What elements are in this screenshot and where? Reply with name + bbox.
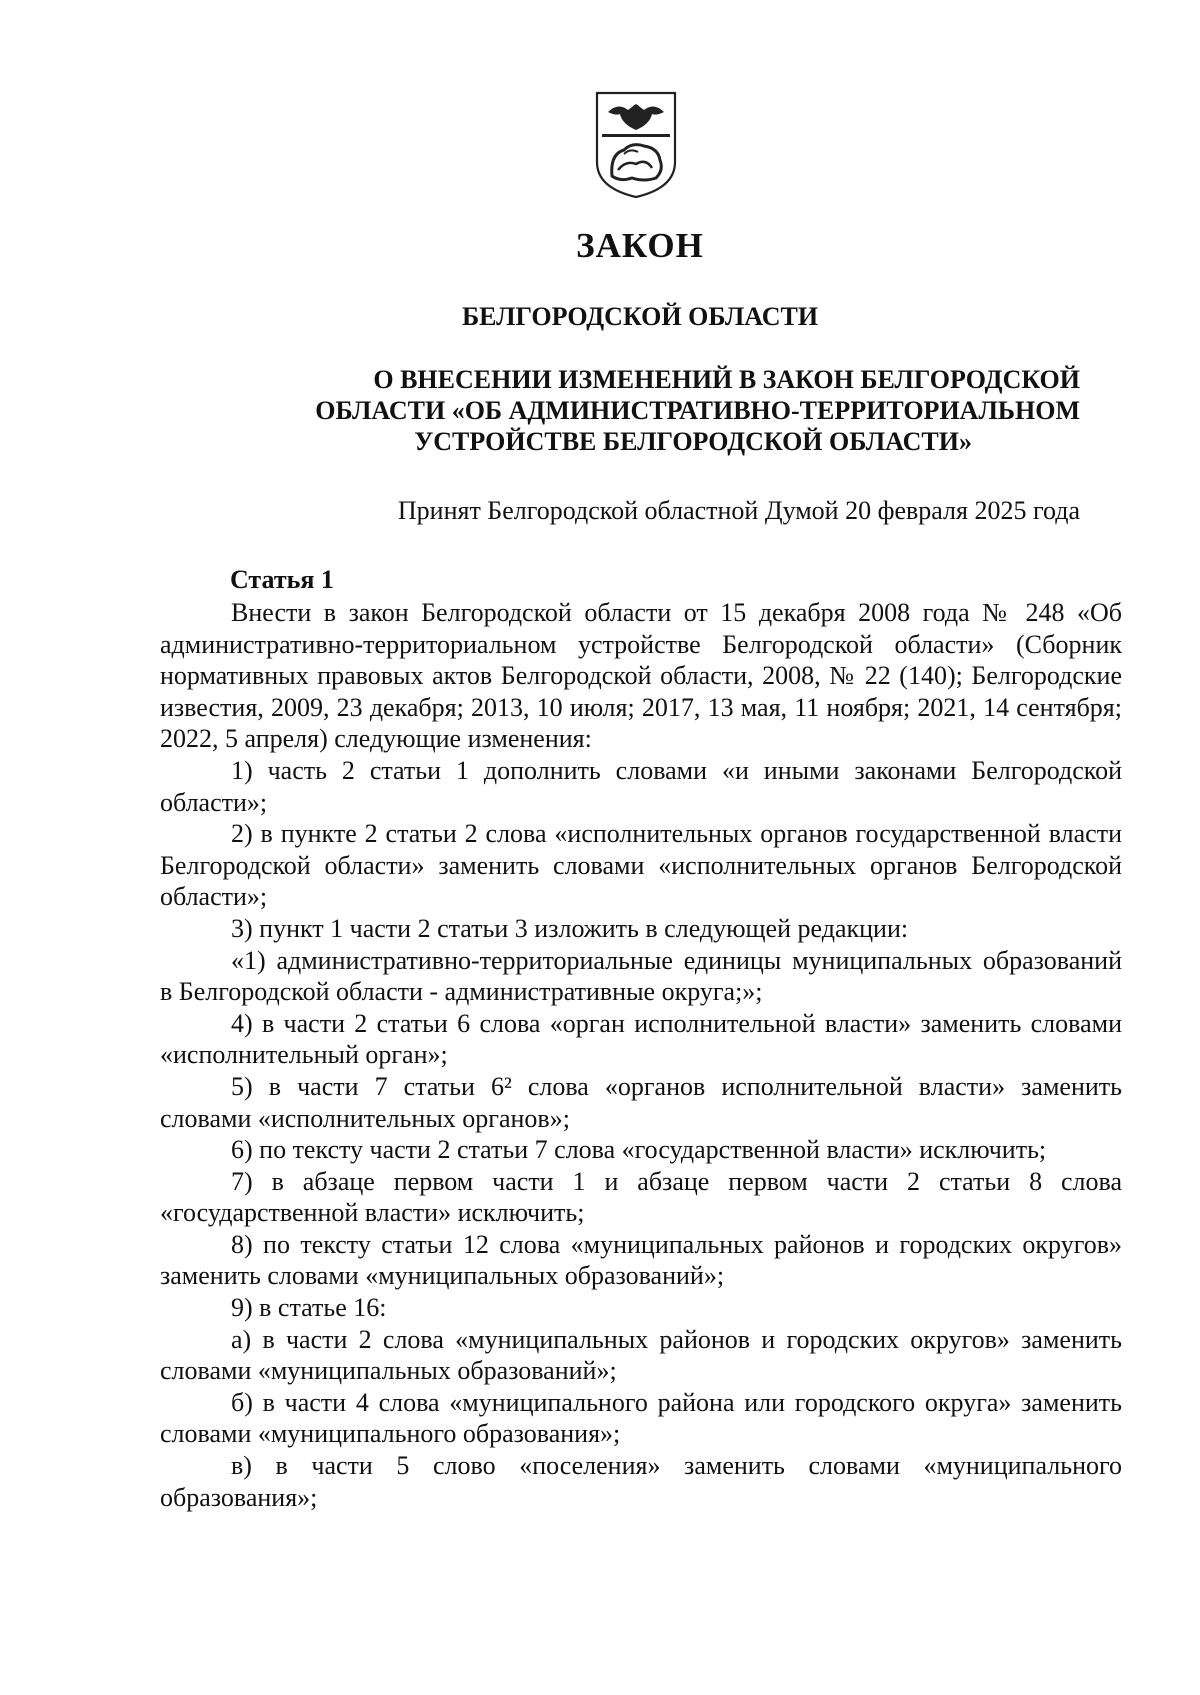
- article-paragraph: 9) в статье 16:: [231, 1293, 387, 1323]
- article-heading: Статья 1: [230, 565, 334, 594]
- article-paragraph: а) в части 2 слова «муниципальных районов и городских округов» заменить словами «муниципальных образований»;: [160, 1324, 1122, 1386]
- law-name-line: ОБЛАСТИ «ОБ АДМИНИСТРАТИВНО-ТЕРРИТОРИАЛЬНОМ: [315, 396, 1080, 425]
- document-title: ЗАКОН: [576, 226, 704, 265]
- article-paragraph: Внести в закон Белгородской области от 15 декабря 2008 года № 248 «Об административно-территориальном устройстве Белгородской области» (Сборник нормативных правовых актов Белгородской области, 2008, № 22 (140); Белгородские известия, 2009, 23 декабря; 2013, 10 июля; 2017, 13 мая, 11 ноября; 2021, 14 сентября; 2022, 5 апреля) следующие изменения:: [160, 598, 1122, 754]
- article-paragraph: 8) по тексту статьи 12 слова «муниципальных районов и городских округов» заменить словами «муниципальных образований»;: [160, 1229, 1122, 1291]
- article-paragraph: 3) пункт 1 части 2 статьи 3 изложить в следующей редакции:: [231, 913, 909, 943]
- article-paragraph: 1) часть 2 статьи 1 дополнить словами «и иными законами Белгородской области»;: [160, 755, 1122, 817]
- adoption-note: Принят Белгородской областной Думой 20 февраля 2025 года: [397, 496, 1080, 525]
- law-name-line: УСТРОЙСТВЕ БЕЛГОРОДСКОЙ ОБЛАСТИ»: [414, 427, 972, 456]
- law-name: [210, 364, 1080, 457]
- article-paragraph: 7) в абзаце первом части 1 и абзаце первом части 2 статьи 8 слова «государственной власти» исключить;: [160, 1166, 1122, 1228]
- article-paragraph: 5) в части 7 статьи 6² слова «органов исполнительной власти» заменить словами «исполнительных органов»;: [160, 1071, 1122, 1133]
- article-paragraph: 4) в части 2 статьи 6 слова «орган исполнительной власти» заменить словами «исполнительный орган»;: [160, 1008, 1122, 1070]
- article-paragraph: «1) административно-территориальные единицы муниципальных образований в Белгородской области - административные округа;»;: [160, 945, 1122, 1007]
- article-paragraph: 2) в пункте 2 статьи 2 слова «исполнительных органов государственной власти Белгородской области» заменить словами «исполнительных органов Белгородской области»;: [160, 819, 1122, 912]
- law-name-line: О ВНЕСЕНИИ ИЗМЕНЕНИЙ В ЗАКОН БЕЛГОРОДСКОЙ: [373, 365, 1080, 394]
- document-subtitle: БЕЛГОРОДСКОЙ ОБЛАСТИ: [461, 302, 819, 331]
- coat-of-arms-icon: [594, 90, 678, 200]
- article-body: [160, 597, 1122, 1513]
- article-paragraph: 6) по тексту части 2 статьи 7 слова «государственной власти» исключить;: [231, 1135, 1047, 1165]
- article-paragraph: в) в части 5 слово «поселения» заменить словами «муниципального образования»;: [160, 1451, 1122, 1512]
- article-paragraph: б) в части 4 слова «муниципального района или городского округа» заменить словами «муниципального образования»;: [160, 1387, 1122, 1449]
